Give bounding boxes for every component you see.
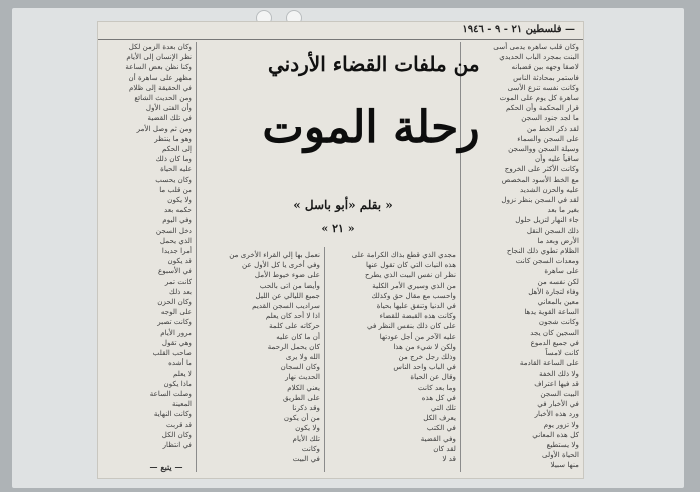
article-line: وكانت الأكثر على الخروج xyxy=(504,164,579,174)
article-line: لقد في السجن بنظر نزول xyxy=(501,195,579,205)
article-line: لا يعلم xyxy=(172,368,192,378)
article-line: معين بالمعاني xyxy=(537,297,579,307)
article-line: يعني الكلام xyxy=(287,382,320,392)
article-line: وسيلة السجن ووالسجن xyxy=(508,144,579,154)
article-line: على الوجه xyxy=(160,307,192,317)
article-line: كل هذه المعاني xyxy=(532,429,579,439)
article-line: في تلك القضية xyxy=(147,113,192,123)
article-line: جميع الليالي عن الليل xyxy=(255,290,320,300)
article-line: يعرف الكل xyxy=(423,413,456,423)
article-line: ساقياً عليه وأن xyxy=(534,154,579,164)
article-line: وفي القضية xyxy=(420,433,456,443)
article-line: سراديب السجن القديم xyxy=(252,301,320,311)
article-line: ولا تزور يوم xyxy=(543,419,579,429)
article-line: وكان الكل xyxy=(161,429,192,439)
article-line: وكنا نظن بعض الساعة xyxy=(125,62,192,72)
article-line: جاء النهار لتزيل حلول xyxy=(515,215,579,225)
article-line: فاستمر بمحادثة الناس xyxy=(513,72,579,82)
article-line: أمرا جديدا xyxy=(161,246,192,256)
article-line: لكن نفسه من xyxy=(537,276,579,286)
article-line: ولا ذلك الخفة xyxy=(539,368,579,378)
article-line: البيت السجن xyxy=(540,388,579,398)
article-line: مع الخط الأسود المخصص xyxy=(501,174,579,184)
article-line: ما أشده xyxy=(168,358,192,368)
article-line: وفاء لتجارة الأهل xyxy=(528,286,579,296)
article-line: عليه الحياة xyxy=(160,164,192,174)
column-rule xyxy=(324,247,325,472)
article-line: وأن الفتى الأول xyxy=(145,103,192,113)
article-line: عليه الآخر من أجل عودتها xyxy=(379,331,456,341)
article-line: وكان يحسب xyxy=(155,174,192,184)
article-line: البنت بمجرد الباب الحديدي xyxy=(499,52,579,62)
article-line: في الأخبار في xyxy=(537,399,579,409)
article-line: مرور الأيام xyxy=(160,327,192,337)
signoff: — يتبع — xyxy=(149,462,183,472)
article-line: بعد ذلك xyxy=(169,286,192,296)
article-line: الأرض وبعد ما xyxy=(537,235,579,245)
article-line: تلك الأيام xyxy=(292,433,320,443)
article-line: في انتظار xyxy=(162,439,192,449)
article-line: على ساهرة xyxy=(544,266,579,276)
article-line: الله ولا يرى xyxy=(285,352,320,362)
article-line: وكانت شجون xyxy=(538,317,579,327)
article-line: لقد ذكر الخط من xyxy=(526,123,579,133)
article-line: حركاته على كلمة xyxy=(269,321,320,331)
article-line: تلك التي xyxy=(430,403,456,413)
article-line: كانت لامساً xyxy=(545,348,579,358)
article-line: من قلب ما xyxy=(159,184,192,194)
article-line: وصلت الساعة xyxy=(149,388,192,398)
article-line: وكانت النهاية xyxy=(153,409,192,419)
article-line: الذي يحمل xyxy=(159,235,192,245)
article-line: الحياة الأولى xyxy=(542,450,579,460)
article-line: وهو ما ينتظر xyxy=(154,133,192,143)
article-line: ومعدات السجن كانت xyxy=(515,256,579,266)
article-line: وقد ذكرنا xyxy=(292,403,320,413)
article-line: وكان الحزن xyxy=(157,297,192,307)
article-line: وفي أخرى يا كل الأول عن xyxy=(242,260,320,270)
article-line: لاصقا وجهه بين قضبانه xyxy=(511,62,579,72)
article-line: في البيت xyxy=(292,454,320,464)
article-line: اذا لا أحد كان يعلم xyxy=(265,311,320,321)
article-line: هذه النيات التي كان تقول عنها xyxy=(365,260,456,270)
article-line: إلى الحكم xyxy=(161,144,192,154)
header-rule xyxy=(98,39,583,40)
article-line: وكانت هذه القبضة للقضاء xyxy=(379,311,456,321)
article-line: حكمه بعد xyxy=(164,205,192,215)
article-line: قد لا xyxy=(442,454,456,464)
subtitle: من ملفات القضاء الأردني xyxy=(268,52,480,76)
article-line: لقد كان xyxy=(433,443,456,453)
article-line: ولا يستطيع xyxy=(546,439,579,449)
article-line: المعينة xyxy=(171,399,192,409)
part-number: « ٢١ » xyxy=(321,222,355,235)
article-line: عليه والحزن الشديد xyxy=(520,184,579,194)
article-line: على الطريق xyxy=(283,392,320,402)
article-column-bottom-left xyxy=(200,250,320,464)
article-line: قد فيها اعتراف xyxy=(534,378,579,388)
article-line: على الساعة القادمة xyxy=(519,358,579,368)
article-line: الساعة القوية يدها xyxy=(524,307,579,317)
article-line: ساهرة كل يوم على الموت xyxy=(499,93,579,103)
article-line: وذلك رجل خرج من xyxy=(398,352,456,362)
article-line: دخل السجن xyxy=(155,225,192,235)
article-line: وما كان ذلك xyxy=(155,154,192,164)
article-line: وكان قلب ساهره يدمى أسى xyxy=(493,42,579,51)
article-line: في الحقيقة إلى ظلام xyxy=(128,82,192,92)
byline: « بقلم «أبو باسل » xyxy=(293,198,393,212)
article-line: وهي تقول xyxy=(161,337,192,347)
article-line: ولكن لا شيء من هذا xyxy=(393,341,456,351)
article-line: وكانت نفسه تنزع الأسى xyxy=(507,82,579,92)
article-line: وكان بعدة الزمن لكل xyxy=(128,42,192,51)
article-line: الظلام تطوي ذلك النجاح xyxy=(506,246,579,256)
article-line: مظهر على ساهرة أن xyxy=(128,72,192,82)
article-line: ورد هذه الأخبار xyxy=(534,409,579,419)
article-line: من أن يكون xyxy=(283,413,320,423)
article-line: ذلك السجن النقل xyxy=(526,225,579,235)
article-line: وكانت تصبر xyxy=(157,317,192,327)
dateline: — فلسطين ٢١ - ٩ - ١٩٤٦ xyxy=(462,24,575,35)
article-line: ما لجد جنود السجن xyxy=(521,113,579,123)
article-line: على السجن والسماء xyxy=(517,133,579,143)
article-line: ولا يكون xyxy=(167,195,192,205)
article-column-bottom-center xyxy=(328,250,456,464)
column-rule xyxy=(196,42,197,472)
article-line: على كان ذلك بنفس النظر في xyxy=(366,321,456,331)
article-line: كانت تمر xyxy=(164,276,192,286)
article-line: وأيضا من اتى بالحب xyxy=(259,280,320,290)
article-line: على ضوء خيوط الأمل xyxy=(254,270,320,280)
article-line: وفي اليوم xyxy=(162,215,192,225)
article-column-left xyxy=(100,42,192,450)
article-line: مجدي الذي قطع بذاك الكرامة على xyxy=(351,250,456,259)
headline: رحلة الموت xyxy=(262,102,480,153)
article-line: في الدنيا وتنفق عليها بحياة xyxy=(376,301,456,311)
article-line: قد قربت xyxy=(166,419,192,429)
article-line: السجين كان يجد xyxy=(530,327,579,337)
article-line: وكانت xyxy=(301,443,320,453)
article-line: قد يكون xyxy=(167,256,192,266)
article-line: من الذي وسيري الأمر الكلية xyxy=(372,280,456,290)
article-line: أن ما كان عليه xyxy=(276,331,320,341)
article-line: وما بعد كانت xyxy=(418,382,456,392)
article-line: بغير ما بعد xyxy=(547,205,579,215)
article-line: ومن الحديث الشائع xyxy=(134,93,192,103)
article-line: قرار المحكمة وأن الحكم xyxy=(505,103,579,113)
article-line: صاحب القلب xyxy=(152,348,192,358)
article-line: ولا يكون xyxy=(295,423,320,433)
article-line: وكان السجان xyxy=(280,362,320,372)
article-line: في الكتب xyxy=(426,423,456,433)
article-line: في الباب واحد الناس xyxy=(393,362,456,372)
article-line: في كل هذه xyxy=(421,392,456,402)
article-line: نظر الإنسان إلى الأيام xyxy=(126,52,192,62)
newspaper-clipping xyxy=(98,22,583,478)
article-line: في الأسبوع xyxy=(157,266,192,276)
article-line: ومن ثم وصل الأمر xyxy=(136,123,192,133)
article-line: نعمل بها إلي القراء الأخرى من xyxy=(229,250,320,259)
article-line: ماذا يكون xyxy=(163,378,192,388)
article-line: في جميع الدموع xyxy=(530,337,579,347)
article-line: الحديث نهار xyxy=(285,372,320,382)
article-line: كان يحمل الرحمة xyxy=(267,341,320,351)
article-line: منها سبيلا xyxy=(550,460,579,470)
article-line: نظر ان نفس البيت الذي يطرح xyxy=(364,270,456,280)
article-line: واحسب مع مقال حق وكذلك xyxy=(371,290,456,300)
article-line: وقال عن الحياة xyxy=(410,372,456,382)
